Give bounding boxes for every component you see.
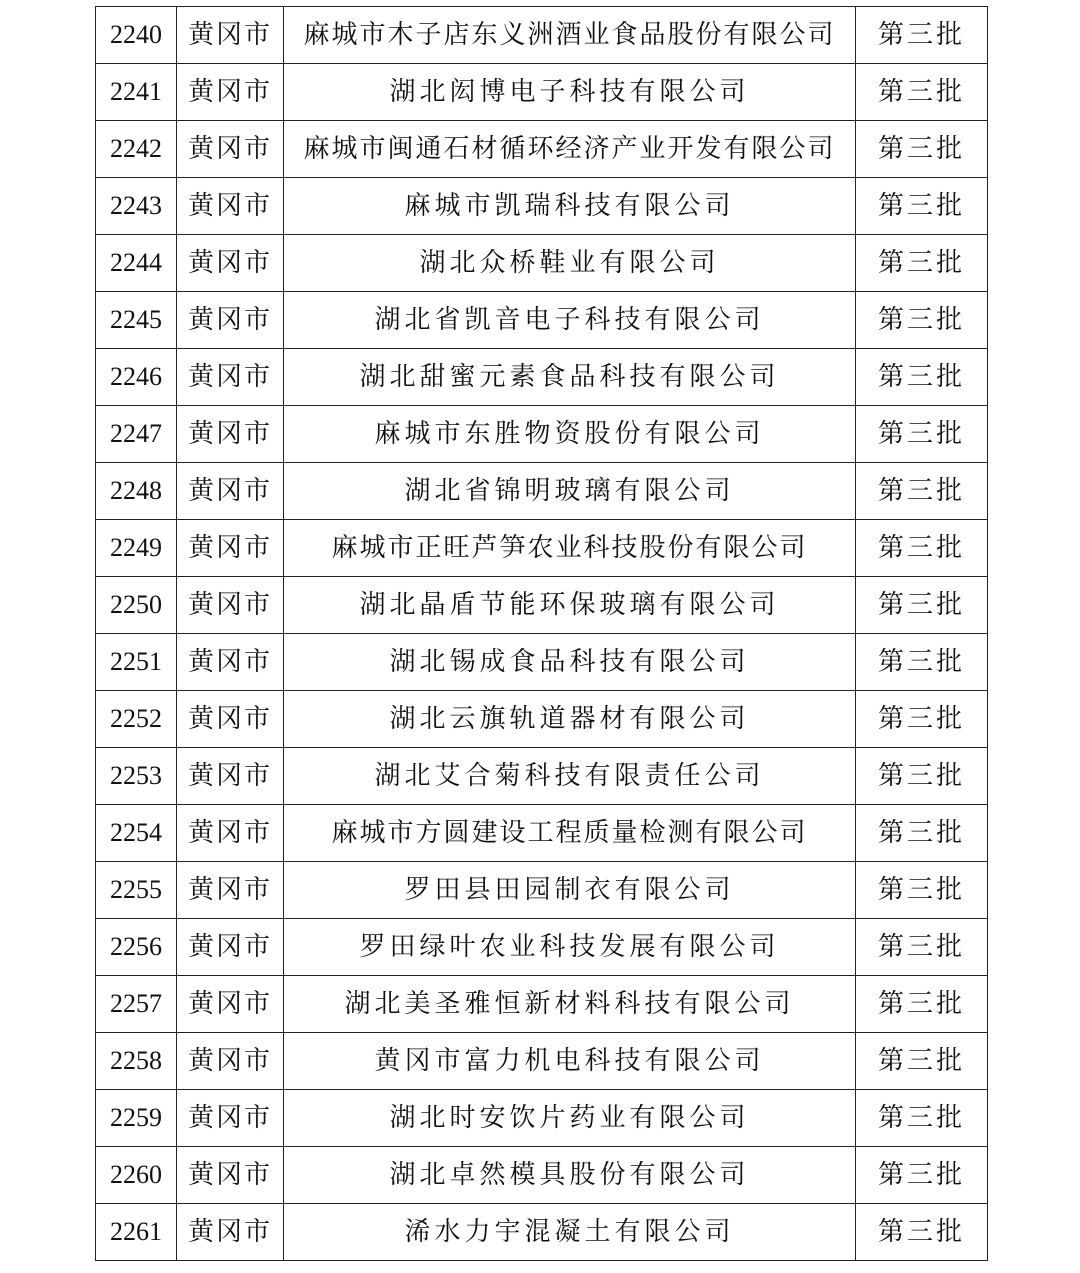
city-cell: 黄冈市: [177, 1147, 284, 1204]
company-name-cell: 湖北甜蜜元素食品科技有限公司: [284, 349, 856, 406]
company-name-cell: 麻城市木子店东义洲酒业食品股份有限公司: [284, 7, 856, 64]
city-cell: 黄冈市: [177, 748, 284, 805]
table-row: [96, 1090, 988, 1147]
company-name-cell: 湖北时安饮片药业有限公司: [284, 1090, 856, 1147]
company-name-cell: 黄冈市富力机电科技有限公司: [284, 1033, 856, 1090]
company-name-cell: 湖北省凯音电子科技有限公司: [284, 292, 856, 349]
serial-number-cell: 2252: [96, 691, 177, 748]
batch-cell: 第三批: [856, 748, 988, 805]
batch-cell: 第三批: [856, 634, 988, 691]
serial-number-cell: 2249: [96, 520, 177, 577]
company-name-cell: 麻城市正旺芦笋农业科技股份有限公司: [284, 520, 856, 577]
table-row: [96, 463, 988, 520]
company-list-table: [95, 6, 988, 1261]
serial-number-cell: 2245: [96, 292, 177, 349]
company-name-cell: 麻城市东胜物资股份有限公司: [284, 406, 856, 463]
serial-number-cell: 2248: [96, 463, 177, 520]
table-row: [96, 919, 988, 976]
batch-cell: 第三批: [856, 292, 988, 349]
company-name-cell: 麻城市闽通石材循环经济产业开发有限公司: [284, 121, 856, 178]
city-cell: 黄冈市: [177, 577, 284, 634]
city-cell: 黄冈市: [177, 520, 284, 577]
serial-number-cell: 2240: [96, 7, 177, 64]
city-cell: 黄冈市: [177, 235, 284, 292]
batch-cell: 第三批: [856, 406, 988, 463]
serial-number-cell: 2250: [96, 577, 177, 634]
company-name-cell: 麻城市凯瑞科技有限公司: [284, 178, 856, 235]
company-name-cell: 麻城市方圆建设工程质量检测有限公司: [284, 805, 856, 862]
serial-number-cell: 2242: [96, 121, 177, 178]
table-row: [96, 862, 988, 919]
table-row: [96, 1204, 988, 1261]
city-cell: 黄冈市: [177, 463, 284, 520]
company-name-cell: 湖北省锦明玻璃有限公司: [284, 463, 856, 520]
serial-number-cell: 2254: [96, 805, 177, 862]
batch-cell: 第三批: [856, 577, 988, 634]
city-cell: 黄冈市: [177, 121, 284, 178]
batch-cell: 第三批: [856, 1033, 988, 1090]
table-row: [96, 64, 988, 121]
company-name-cell: 湖北锡成食品科技有限公司: [284, 634, 856, 691]
table-row: [96, 349, 988, 406]
city-cell: 黄冈市: [177, 7, 284, 64]
serial-number-cell: 2261: [96, 1204, 177, 1261]
batch-cell: 第三批: [856, 805, 988, 862]
batch-cell: 第三批: [856, 862, 988, 919]
company-name-cell: 浠水力宇混凝土有限公司: [284, 1204, 856, 1261]
city-cell: 黄冈市: [177, 64, 284, 121]
batch-cell: 第三批: [856, 976, 988, 1033]
company-name-cell: 罗田县田园制衣有限公司: [284, 862, 856, 919]
batch-cell: 第三批: [856, 64, 988, 121]
table-row: [96, 235, 988, 292]
table-row: [96, 748, 988, 805]
batch-cell: 第三批: [856, 520, 988, 577]
table-row: [96, 7, 988, 64]
city-cell: 黄冈市: [177, 634, 284, 691]
city-cell: 黄冈市: [177, 1204, 284, 1261]
batch-cell: 第三批: [856, 349, 988, 406]
city-cell: 黄冈市: [177, 1033, 284, 1090]
company-name-cell: 湖北众桥鞋业有限公司: [284, 235, 856, 292]
serial-number-cell: 2260: [96, 1147, 177, 1204]
batch-cell: 第三批: [856, 691, 988, 748]
serial-number-cell: 2247: [96, 406, 177, 463]
table-row: [96, 577, 988, 634]
serial-number-cell: 2241: [96, 64, 177, 121]
table-row: [96, 1033, 988, 1090]
company-name-cell: 湖北艾合菊科技有限责任公司: [284, 748, 856, 805]
batch-cell: 第三批: [856, 1147, 988, 1204]
table-row: [96, 292, 988, 349]
batch-cell: 第三批: [856, 235, 988, 292]
serial-number-cell: 2256: [96, 919, 177, 976]
serial-number-cell: 2257: [96, 976, 177, 1033]
city-cell: 黄冈市: [177, 349, 284, 406]
table-row: [96, 178, 988, 235]
city-cell: 黄冈市: [177, 805, 284, 862]
city-cell: 黄冈市: [177, 919, 284, 976]
serial-number-cell: 2259: [96, 1090, 177, 1147]
city-cell: 黄冈市: [177, 178, 284, 235]
city-cell: 黄冈市: [177, 976, 284, 1033]
city-cell: 黄冈市: [177, 1090, 284, 1147]
batch-cell: 第三批: [856, 178, 988, 235]
company-name-cell: 湖北晶盾节能环保玻璃有限公司: [284, 577, 856, 634]
serial-number-cell: 2251: [96, 634, 177, 691]
serial-number-cell: 2243: [96, 178, 177, 235]
batch-cell: 第三批: [856, 463, 988, 520]
table-row: [96, 634, 988, 691]
table-row: [96, 520, 988, 577]
serial-number-cell: 2253: [96, 748, 177, 805]
batch-cell: 第三批: [856, 1090, 988, 1147]
table-row: [96, 691, 988, 748]
serial-number-cell: 2258: [96, 1033, 177, 1090]
serial-number-cell: 2246: [96, 349, 177, 406]
company-name-cell: 湖北卓然模具股份有限公司: [284, 1147, 856, 1204]
company-name-cell: 湖北美圣雅恒新材料科技有限公司: [284, 976, 856, 1033]
company-name-cell: 罗田绿叶农业科技发展有限公司: [284, 919, 856, 976]
company-list-sheet: [95, 6, 985, 1261]
company-name-cell: 湖北闳博电子科技有限公司: [284, 64, 856, 121]
city-cell: 黄冈市: [177, 691, 284, 748]
table-row: [96, 805, 988, 862]
company-name-cell: 湖北云旗轨道器材有限公司: [284, 691, 856, 748]
table-row: [96, 121, 988, 178]
city-cell: 黄冈市: [177, 292, 284, 349]
table-body: [96, 7, 988, 1261]
batch-cell: 第三批: [856, 1204, 988, 1261]
batch-cell: 第三批: [856, 7, 988, 64]
city-cell: 黄冈市: [177, 862, 284, 919]
table-row: [96, 1147, 988, 1204]
batch-cell: 第三批: [856, 121, 988, 178]
table-row: [96, 406, 988, 463]
table-row: [96, 976, 988, 1033]
batch-cell: 第三批: [856, 919, 988, 976]
city-cell: 黄冈市: [177, 406, 284, 463]
serial-number-cell: 2255: [96, 862, 177, 919]
serial-number-cell: 2244: [96, 235, 177, 292]
